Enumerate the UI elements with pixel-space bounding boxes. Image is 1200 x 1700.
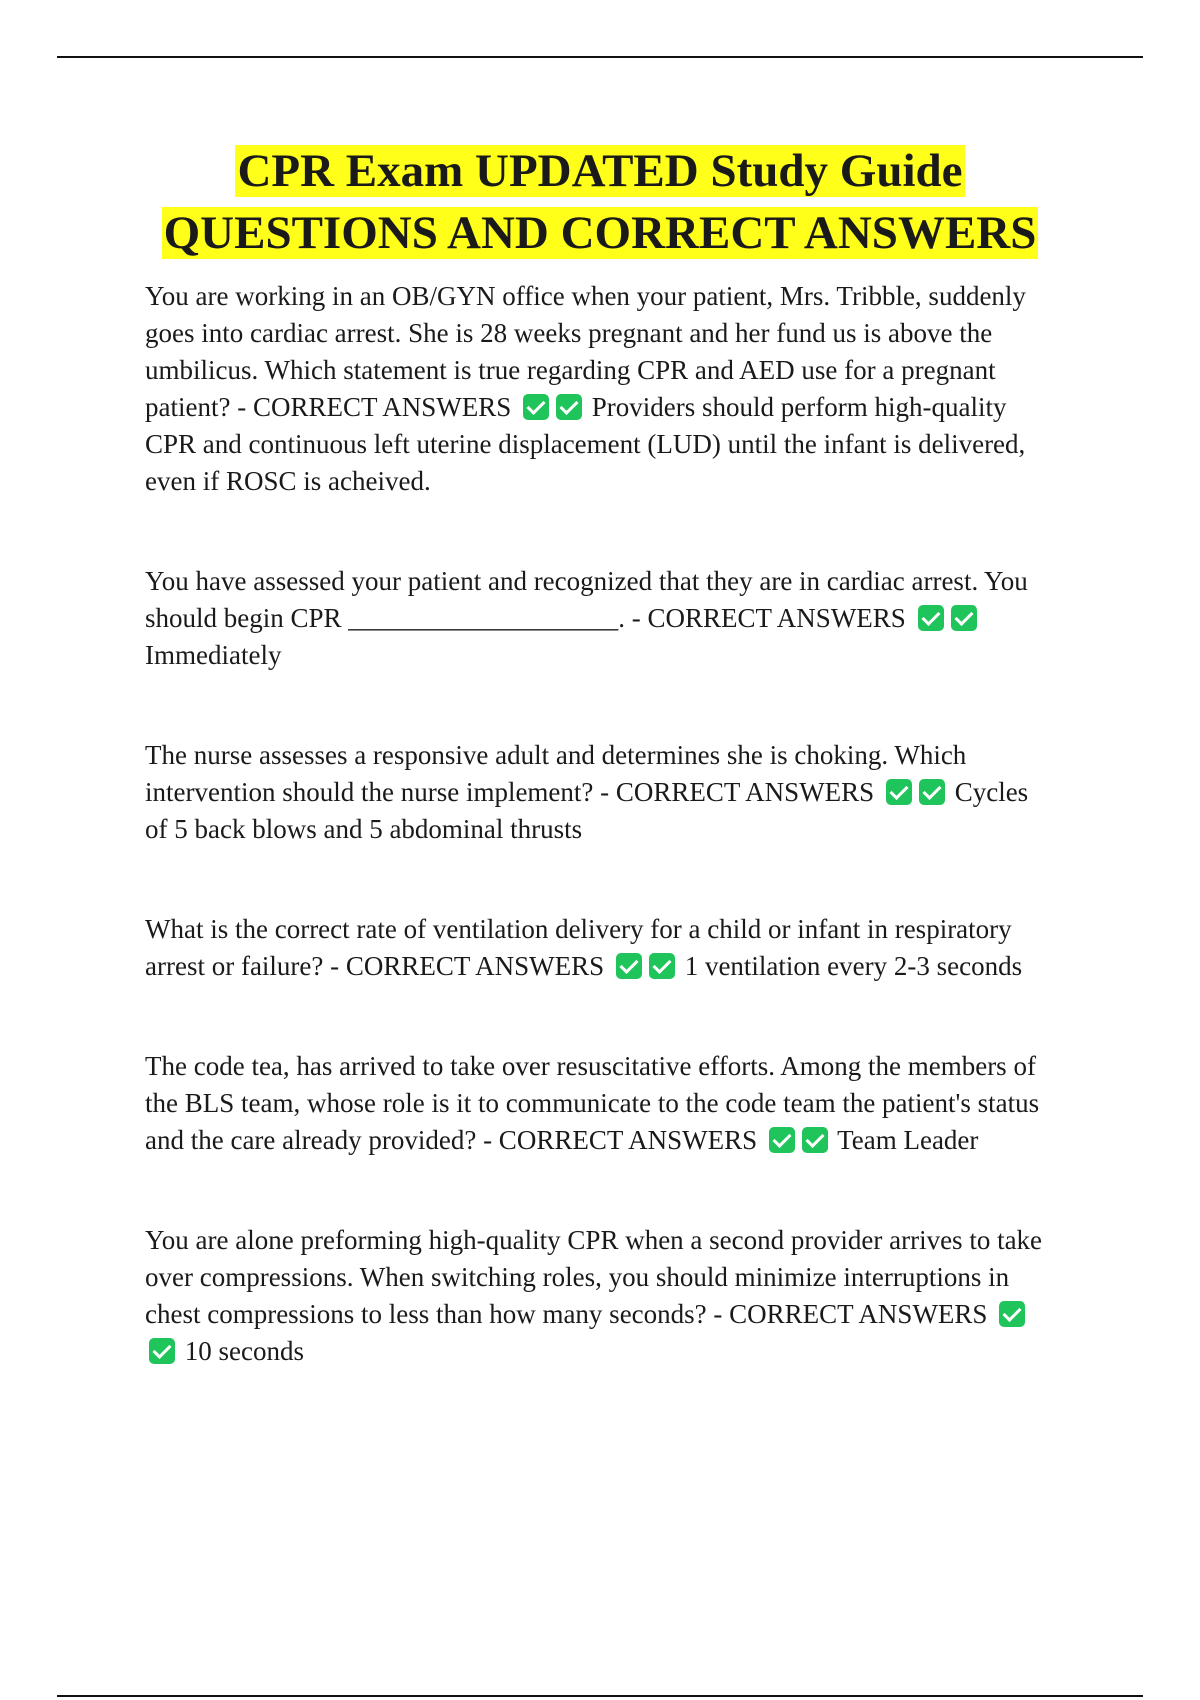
title-line-1: CPR Exam UPDATED Study Guide (237, 145, 963, 197)
qa-item (145, 1222, 1055, 1370)
check-icon (616, 953, 642, 979)
qa-list (145, 278, 1055, 1370)
check-icon (886, 779, 912, 805)
check-icon (649, 953, 675, 979)
qa-item (145, 737, 1055, 848)
bottom-rule (57, 1695, 1143, 1697)
check-icon (769, 1127, 795, 1153)
question-text: You have assessed your patient and recognized that they are in cardiac arrest. You should begin CPR ____________________. - CORRECT ANSWERS (145, 566, 1028, 633)
check-icon (802, 1127, 828, 1153)
check-icon (149, 1338, 175, 1364)
answer-text: Cycles of 5 back blows and 5 abdominal thrusts (145, 777, 1029, 844)
question-text: The nurse assesses a responsive adult and determines she is choking. Which intervention should the nurse implement? - CORRECT ANSWERS (145, 740, 967, 807)
qa-item (145, 911, 1055, 985)
answer-text: Team Leader (837, 1125, 979, 1155)
qa-item (145, 1048, 1055, 1159)
qa-item (145, 563, 1055, 674)
top-rule (57, 56, 1143, 58)
answer-text: Immediately (145, 640, 282, 670)
document-title (0, 140, 1200, 264)
question-text: You are alone preforming high-quality CPR when a second provider arrives to take over compressions. When switching roles, you should minimize interruptions in chest compressions to less than how many seconds? - CORRECT ANSWERS (145, 1225, 1043, 1329)
qa-item (145, 278, 1055, 500)
title-line-2: QUESTIONS AND CORRECT ANSWERS (163, 207, 1037, 259)
question-text: You are working in an OB/GYN office when your patient, Mrs. Tribble, suddenly goes into cardiac arrest. She is 28 weeks pregnant and her fund us is above the umbilicus. Which statement is true regarding CPR and AED use for a pregnant patient? - CORRECT ANSWERS (145, 281, 1026, 422)
check-icon (999, 1301, 1025, 1327)
question-text: What is the correct rate of ventilation delivery for a child or infant in respiratory arrest or failure? - CORRECT ANSWERS (145, 914, 1012, 981)
check-icon (951, 605, 977, 631)
check-icon (919, 779, 945, 805)
check-icon (556, 394, 582, 420)
check-icon (918, 605, 944, 631)
answer-text: Providers should perform high-quality CPR and continuous left uterine displacement (LUD) until the infant is delivered, even if ROSC is acheived. (145, 392, 1026, 496)
answer-text: 1 ventilation every 2-3 seconds (684, 951, 1023, 981)
check-icon (523, 394, 549, 420)
answer-text: 10 seconds (184, 1336, 304, 1366)
question-text: The code tea, has arrived to take over resuscitative efforts. Among the members of the BLS team, whose role is it to communicate to the code team the patient's status and the care already provided? - CORRECT ANSWERS (145, 1051, 1040, 1155)
